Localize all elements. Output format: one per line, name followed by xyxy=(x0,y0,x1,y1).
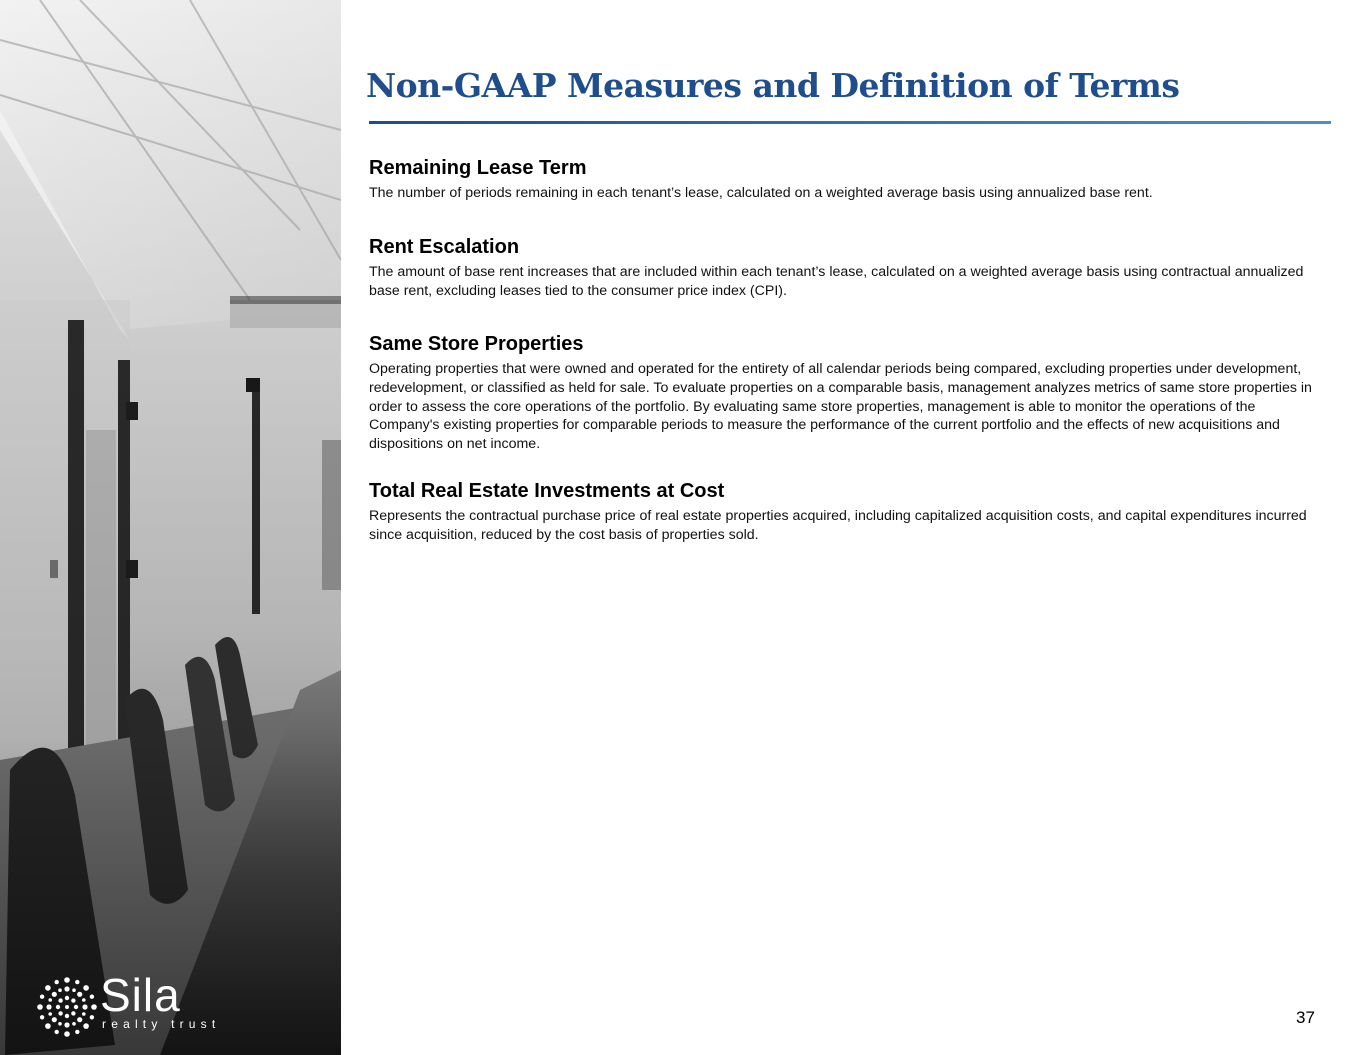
title-divider xyxy=(369,121,1331,124)
term-heading: Total Real Estate Investments at Cost xyxy=(369,480,725,502)
term-heading: Rent Escalation xyxy=(369,236,520,258)
term-rent-escalation xyxy=(369,235,1319,301)
page-title: Non-GAAP Measures and Definition of Terms xyxy=(366,66,1180,105)
page-number: 37 xyxy=(1296,1008,1315,1027)
term-remaining-lease-term xyxy=(369,156,1319,203)
logo-tagline: realty trust xyxy=(102,1017,221,1031)
logo-wordmark: Sila xyxy=(100,969,181,1021)
term-total-real-estate-investments xyxy=(369,479,1319,545)
term-same-store-properties xyxy=(369,332,1319,454)
term-heading: Same Store Properties xyxy=(369,333,584,355)
term-definition: Operating properties that were owned and operated for the entirety of all calendar periods being compared, excluding properties under development, redevelopment, or classified as held for sale. To evaluate properties on a comparable basis, management analyzes metrics of same store properties in order to assess the core operations of the portfolio. By evaluating same store properties, management is able to monitor the operations of the Company's existing properties for comparable periods to measure the performance of the current portfolio and the effects of new acquisitions and dispositions on net income. xyxy=(369,361,1312,453)
term-definition: Represents the contractual purchase price of real estate properties acquired, including capitalized acquisition costs, and capital expenditures incurred since acquisition, reduced by the cost basis of properties sold. xyxy=(369,508,1307,543)
company-logo xyxy=(36,969,221,1038)
term-definition: The number of periods remaining in each tenant’s lease, calculated on a weighted average basis using annualized base rent. xyxy=(369,185,1153,201)
term-definition: The amount of base rent increases that are included within each tenant’s lease, calculated on a weighted average basis using contractual annualized base rent, excluding leases tied to the consumer price index (CPI). xyxy=(369,264,1304,299)
starburst-logo-icon xyxy=(36,976,98,1038)
side-photo-conference-room xyxy=(0,0,341,1055)
term-heading: Remaining Lease Term xyxy=(369,157,587,179)
